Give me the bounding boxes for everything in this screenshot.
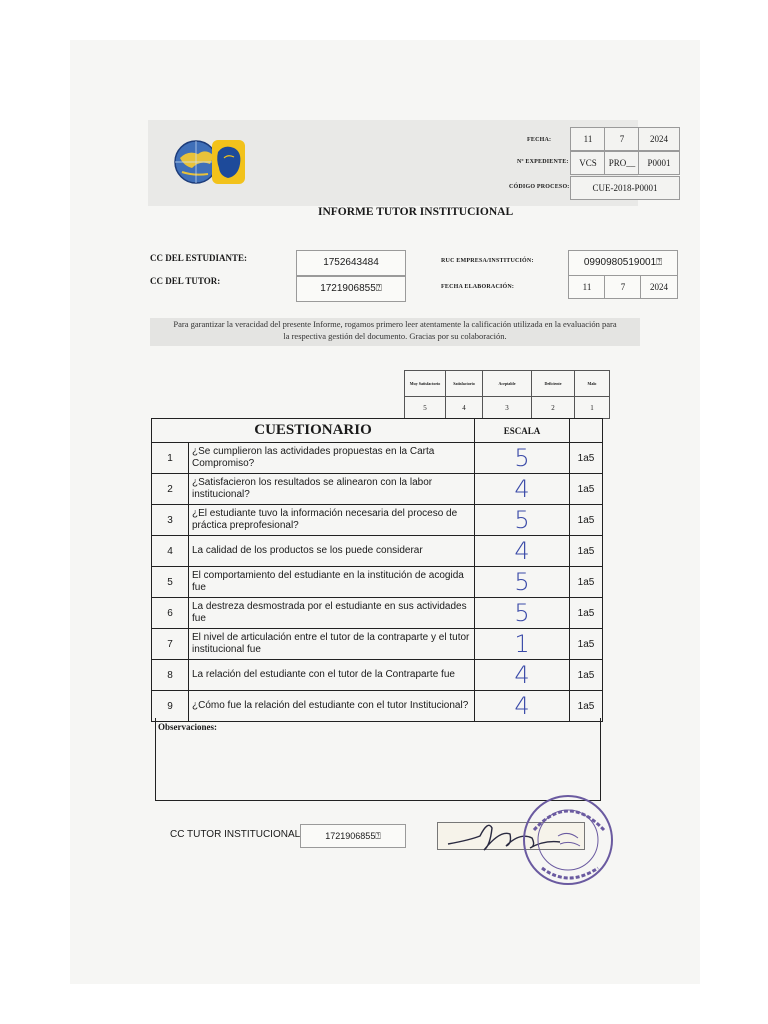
notice-line-2: la respectiva gestión del documento. Gracias por su colaboración. (283, 331, 507, 341)
institution-logo (172, 130, 248, 194)
instructions-notice (150, 318, 640, 346)
question-text: ¿Cómo fue la relación del estudiante con el tutor Institucional? (189, 691, 475, 722)
question-number: 6 (152, 598, 189, 629)
question-row (152, 567, 603, 598)
handwritten-score: 4 (475, 536, 570, 567)
score-range: 1a5 (570, 660, 603, 691)
question-number: 2 (152, 474, 189, 505)
score-range: 1a5 (570, 567, 603, 598)
question-row (152, 443, 603, 474)
question-row (152, 474, 603, 505)
scale-heading-blank (570, 419, 603, 443)
expediente-a: VCS (570, 151, 606, 175)
observations-box (155, 718, 601, 801)
elaboracion-year: 2024 (640, 275, 678, 299)
fecha-year: 2024 (638, 127, 680, 151)
handwritten-score: 5 (475, 443, 570, 474)
fecha-day: 11 (570, 127, 606, 151)
question-number: 9 (152, 691, 189, 722)
handwritten-score: 5 (475, 598, 570, 629)
scale-label: Deficiente (532, 371, 575, 397)
institution-stamp (512, 790, 620, 890)
score-range: 1a5 (570, 629, 603, 660)
elaboracion-label: FECHA ELABORACIÓN: (441, 284, 515, 290)
tutor-label: CC DEL TUTOR: (150, 276, 221, 286)
question-row (152, 629, 603, 660)
question-row (152, 505, 603, 536)
cc-tutor-institucional-label: CC TUTOR INSTITUCIONAL (170, 829, 301, 840)
question-text: El comportamiento del estudiante en la institución de acogida fue (189, 567, 475, 598)
question-text: El nivel de articulación entre el tutor de la contraparte y el tutor institucional fue (189, 629, 475, 660)
expediente-label: Nº EXPEDIENTE: (517, 159, 569, 165)
ruc-value: 0990980519001⍰ (568, 250, 678, 276)
scale-value: 2 (532, 397, 575, 419)
question-row (152, 598, 603, 629)
scale-value: 4 (446, 397, 483, 419)
expediente-c: P0001 (638, 151, 680, 175)
handwritten-score: 4 (475, 660, 570, 691)
document-title: INFORME TUTOR INSTITUCIONAL (318, 206, 514, 218)
question-number: 5 (152, 567, 189, 598)
notice-line-1: Para garantizar la veracidad del presente Informe, rogamos primero leer atentamente la calificación utilizada en la evaluación para (173, 319, 617, 329)
handwritten-score: 5 (475, 505, 570, 536)
estudiante-label: CC DEL ESTUDIANTE: (150, 253, 248, 263)
cc-tutor-institucional-value: 1721906855⍰ (300, 824, 406, 848)
score-range: 1a5 (570, 691, 603, 722)
question-text: ¿El estudiante tuvo la información necesaria del proceso de práctica preprofesional? (189, 505, 475, 536)
score-range: 1a5 (570, 598, 603, 629)
scale-label: Muy Satisfactorio (405, 371, 446, 397)
question-row (152, 536, 603, 567)
scale-label: Aceptable (483, 371, 532, 397)
score-range: 1a5 (570, 474, 603, 505)
scale-value: 1 (575, 397, 610, 419)
ruc-label: RUC EMPRESA/INSTITUCIÓN: (441, 258, 534, 264)
score-range: 1a5 (570, 443, 603, 474)
fecha-label: FECHA: (527, 137, 552, 143)
elaboracion-month: 7 (604, 275, 642, 299)
elaboracion-day: 11 (568, 275, 606, 299)
question-text: La calidad de los productos se los puede considerar (189, 536, 475, 567)
question-row (152, 691, 603, 722)
codigo-label: CÓDIGO PROCESO: (509, 184, 570, 190)
scale-heading: ESCALA (475, 419, 570, 443)
handwritten-score: 4 (475, 474, 570, 505)
question-text: ¿Se cumplieron las actividades propuestas en la Carta Compromiso? (189, 443, 475, 474)
scale-value: 3 (483, 397, 532, 419)
estudiante-value: 1752643484 (296, 250, 406, 276)
handwritten-score: 1 (475, 629, 570, 660)
tutor-value: 1721906855⍰ (296, 276, 406, 302)
scale-legend (404, 370, 610, 419)
question-number: 3 (152, 505, 189, 536)
question-text: La relación del estudiante con el tutor de la Contraparte fue (189, 660, 475, 691)
observations-label: Observaciones: (158, 722, 217, 732)
fecha-month: 7 (604, 127, 640, 151)
handwritten-score: 4 (475, 691, 570, 722)
scale-value: 5 (405, 397, 446, 419)
question-row (152, 660, 603, 691)
questionnaire-table (151, 418, 603, 722)
question-number: 4 (152, 536, 189, 567)
question-text: ¿Satisfacieron los resultados se alinearon con la labor institucional? (189, 474, 475, 505)
score-range: 1a5 (570, 505, 603, 536)
scale-label: Malo (575, 371, 610, 397)
question-text: La destreza desmostrada por el estudiante en sus actividades fue (189, 598, 475, 629)
questionnaire-heading: CUESTIONARIO (152, 419, 475, 443)
score-range: 1a5 (570, 536, 603, 567)
question-number: 7 (152, 629, 189, 660)
question-number: 8 (152, 660, 189, 691)
codigo-value: CUE-2018-P0001 (570, 176, 680, 200)
expediente-b: PRO__ (604, 151, 640, 175)
question-number: 1 (152, 443, 189, 474)
scale-label: Satisfactorio (446, 371, 483, 397)
handwritten-score: 5 (475, 567, 570, 598)
